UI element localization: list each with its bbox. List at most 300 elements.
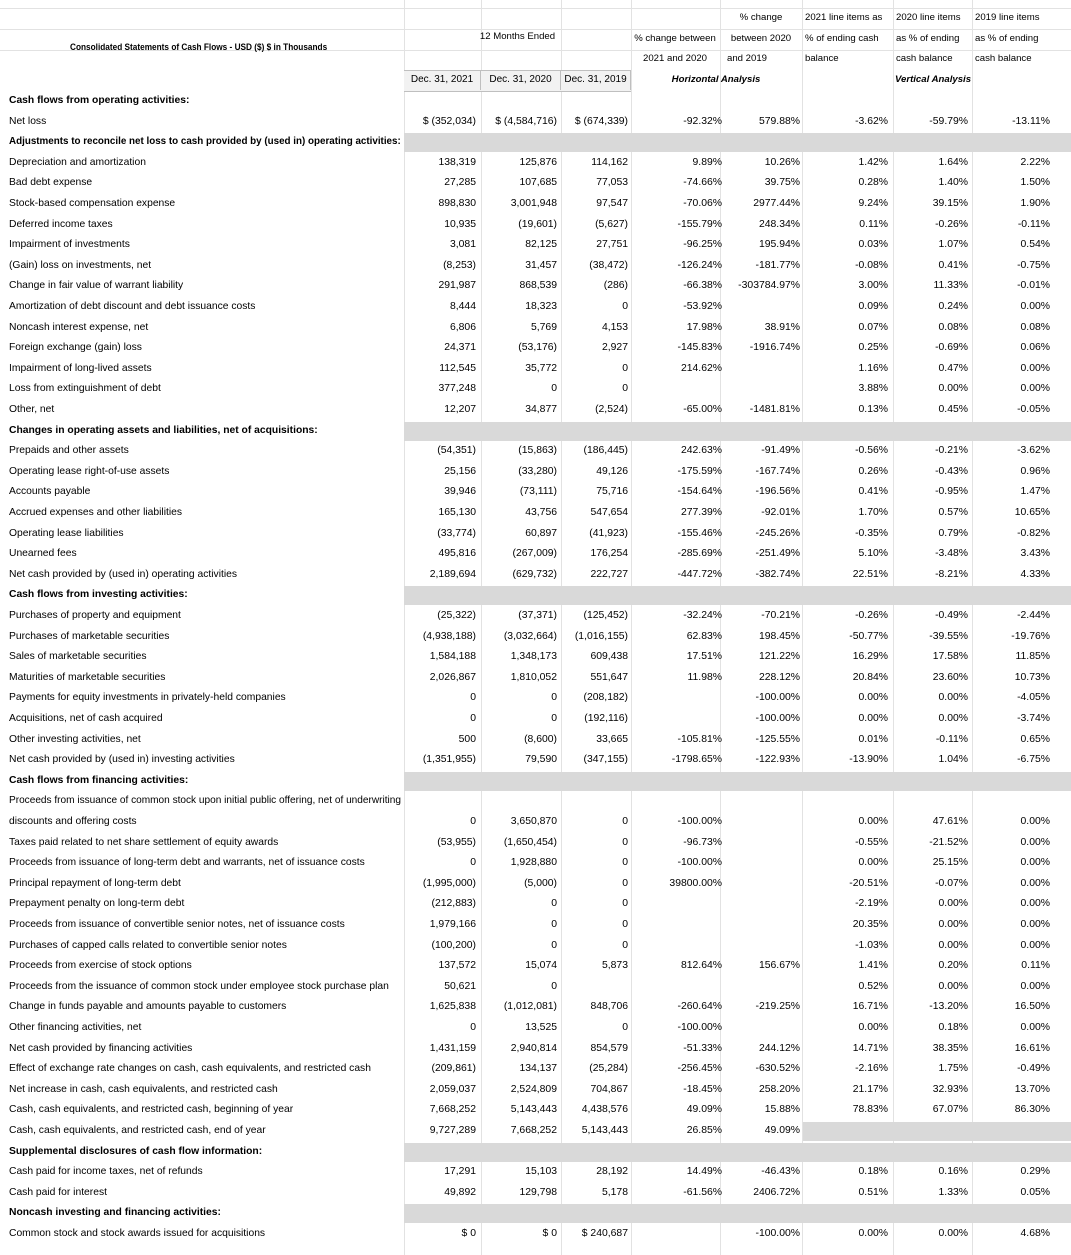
table-row xyxy=(0,173,1071,194)
cell-col-1: 1,625,838 xyxy=(429,1001,476,1013)
cell-col-6: -0.56% xyxy=(855,445,888,457)
cell-col-1: 137,572 xyxy=(438,960,476,972)
cell-col-2: 0 xyxy=(551,919,557,930)
cell-col-8: -0.01% xyxy=(1017,280,1050,292)
cell-col-4: -92.32% xyxy=(683,115,722,127)
cell-col-2: 125,876 xyxy=(519,156,557,168)
row-label: Acquisitions, net of cash acquired xyxy=(9,713,163,724)
table-row xyxy=(0,1039,1071,1060)
cell-col-4: -154.64% xyxy=(677,486,722,498)
cell-col-3: $ 240,687 xyxy=(581,1228,628,1239)
row-label: Impairment of investments xyxy=(9,239,130,251)
cell-col-6: 0.00% xyxy=(858,713,888,724)
table-row xyxy=(0,915,1071,936)
cell-col-6: 1.42% xyxy=(858,156,888,168)
cell-col-7: -0.26% xyxy=(935,218,968,230)
cell-col-2: 0 xyxy=(551,939,557,951)
cell-col-2: 15,103 xyxy=(525,1166,557,1178)
cell-col-2: 0 xyxy=(551,692,557,704)
cell-col-2: (37,371) xyxy=(518,610,557,621)
cell-col-6: 0.01% xyxy=(858,733,888,745)
cell-col-5: -1481.81% xyxy=(749,404,800,415)
cell-col-3: (38,472) xyxy=(589,259,628,271)
row-label: Cash paid for interest xyxy=(9,1186,107,1198)
cell-col-6: 20.35% xyxy=(852,919,888,930)
cell-col-8: 0.06% xyxy=(1020,342,1050,354)
cell-col-5: -245.26% xyxy=(755,527,800,539)
cell-col-5: 248.34% xyxy=(758,218,800,230)
cell-col-8: 0.00% xyxy=(1020,362,1050,374)
cell-col-1: 27,285 xyxy=(444,177,476,189)
cell-col-2: 43,756 xyxy=(525,507,557,518)
cell-col-8: 0.00% xyxy=(1020,383,1050,395)
cell-col-5: 10.26% xyxy=(764,156,800,168)
cell-col-6: -0.35% xyxy=(855,527,888,539)
cell-col-6: -20.51% xyxy=(849,877,888,889)
cell-col-7: 1.75% xyxy=(938,1063,968,1075)
cell-col-6: 21.17% xyxy=(852,1083,888,1095)
cell-col-1: 0 xyxy=(470,1022,476,1033)
cell-col-2: 15,074 xyxy=(525,960,557,972)
cell-col-3: (5,627) xyxy=(595,218,628,230)
row-label: Bad debt expense xyxy=(9,177,93,189)
cell-col-8: 4.68% xyxy=(1020,1228,1050,1239)
cell-col-2: 0 xyxy=(551,898,557,910)
cell-col-3: 0 xyxy=(622,301,628,312)
row-label: Noncash investing and financing activities: xyxy=(9,1207,221,1219)
row-label: Unearned fees xyxy=(9,548,77,560)
section-shading xyxy=(404,772,1071,791)
cell-col-5: -100.00% xyxy=(755,692,800,704)
cell-col-6: 0.41% xyxy=(858,486,888,498)
cell-col-3: 49,126 xyxy=(596,465,628,477)
row-label: Proceeds from issuance of long-term debt and warrants, net of issuance costs xyxy=(9,857,365,869)
cell-col-4: 39800.00% xyxy=(669,877,722,889)
cell-col-6: 3.88% xyxy=(858,383,888,395)
cell-col-5: 258.20% xyxy=(758,1083,800,1095)
cell-col-1: 10,935 xyxy=(444,218,476,230)
cell-col-2: 2,940,814 xyxy=(510,1042,557,1054)
cell-col-8: 0.08% xyxy=(1020,321,1050,333)
cell-col-8: 0.05% xyxy=(1020,1186,1050,1198)
cell-col-1: (1,351,955) xyxy=(422,754,476,766)
h-2019-items-line1: 2019 line items xyxy=(975,12,1040,23)
table-row xyxy=(0,215,1071,236)
cell-col-4: 277.39% xyxy=(680,507,722,518)
cell-col-5: -1916.74% xyxy=(749,342,800,354)
cell-col-5: 2977.44% xyxy=(753,198,800,209)
cell-col-7: 39.15% xyxy=(932,198,968,209)
cell-col-5: -125.55% xyxy=(755,733,800,745)
cell-col-7: 0.20% xyxy=(938,960,968,972)
cell-col-1: 898,830 xyxy=(438,198,476,209)
cell-col-2: 868,539 xyxy=(519,280,557,292)
cell-col-6: 0.07% xyxy=(858,321,888,333)
cell-col-4: 49.09% xyxy=(686,1104,722,1116)
cell-col-4: 11.98% xyxy=(687,671,722,683)
cell-col-4: -18.45% xyxy=(683,1083,722,1095)
cell-col-3: 0 xyxy=(622,898,628,910)
cell-col-3: $ (674,339) xyxy=(574,115,628,127)
cell-col-2: (33,280) xyxy=(518,465,557,477)
cell-col-8: 0.65% xyxy=(1020,733,1050,745)
cell-col-6: 0.18% xyxy=(858,1166,888,1178)
row-label: Other, net xyxy=(9,404,55,415)
table-row xyxy=(0,709,1071,730)
cell-col-7: 0.00% xyxy=(938,919,968,930)
cell-col-4: -155.46% xyxy=(677,527,722,539)
cell-col-1: 2,059,037 xyxy=(429,1083,476,1095)
table-row xyxy=(0,462,1071,483)
cell-col-4: 17.98% xyxy=(686,321,722,333)
cell-col-6: 0.00% xyxy=(858,1022,888,1033)
cell-col-4: -447.72% xyxy=(677,568,722,580)
row-label: Effect of exchange rate changes on cash, cash equivalents, and restricted cash xyxy=(9,1063,371,1075)
cell-col-5: 2406.72% xyxy=(753,1186,800,1198)
cell-col-7: 0.00% xyxy=(938,980,968,992)
cell-col-8: 1.90% xyxy=(1020,198,1050,209)
cell-col-2: 18,323 xyxy=(525,301,557,312)
h-2020-items-line1: 2020 line items xyxy=(896,12,961,23)
horizontal-analysis-label: Horizontal Analysis xyxy=(671,74,761,85)
cell-col-6: 1.70% xyxy=(858,507,888,518)
cell-col-8: 1.47% xyxy=(1020,486,1050,498)
cell-col-1: (4,938,188) xyxy=(422,630,476,642)
h-change-2020-line3: and 2019 xyxy=(727,53,768,64)
section-shading xyxy=(404,422,1071,441)
table-row xyxy=(0,977,1071,998)
table-row xyxy=(0,647,1071,668)
date-2021: Dec. 31, 2021 xyxy=(404,70,481,90)
cell-col-8: 16.61% xyxy=(1014,1042,1050,1054)
cell-col-3: 4,153 xyxy=(601,321,628,333)
cell-col-7: 0.57% xyxy=(938,507,968,518)
cell-col-1: 291,987 xyxy=(438,280,476,292)
table-row xyxy=(0,441,1071,462)
cell-col-2: 13,525 xyxy=(525,1022,557,1033)
cell-col-7: 25.15% xyxy=(932,857,968,869)
cell-col-7: 0.18% xyxy=(938,1022,968,1033)
cell-col-7: 11.33% xyxy=(933,280,968,292)
row-label: Cash paid for income taxes, net of refunds xyxy=(9,1166,203,1178)
h-2021-items-line1: 2021 line items as xyxy=(805,12,883,23)
cell-col-6: 78.83% xyxy=(852,1104,888,1116)
cell-col-1: 2,026,867 xyxy=(429,671,476,683)
cell-col-2: 107,685 xyxy=(519,177,557,189)
cell-col-7: 0.41% xyxy=(938,259,968,271)
cell-col-5: 39.75% xyxy=(764,177,800,189)
cell-col-1: 1,584,188 xyxy=(429,651,476,663)
cell-col-3: 0 xyxy=(622,877,628,889)
cell-col-8: 10.65% xyxy=(1014,507,1050,518)
cell-col-7: -0.43% xyxy=(935,465,968,477)
vertical-analysis-label: Vertical Analysis xyxy=(894,74,972,85)
cell-col-6: 0.11% xyxy=(859,218,888,230)
cell-col-6: 0.51% xyxy=(858,1186,888,1198)
cell-col-2: $ (4,584,716) xyxy=(495,115,557,127)
row-label: Other investing activities, net xyxy=(9,733,141,745)
cell-col-6: 0.00% xyxy=(858,1228,888,1239)
row-label: Net cash provided by financing activities xyxy=(9,1042,193,1054)
cell-col-7: 47.61% xyxy=(932,816,968,827)
cell-col-4: -61.56% xyxy=(683,1186,722,1198)
cell-col-6: -0.08% xyxy=(855,259,888,271)
cell-col-8: 0.96% xyxy=(1020,465,1050,477)
cell-col-3: 0 xyxy=(622,919,628,930)
row-label: Proceeds from exercise of stock options xyxy=(9,960,192,972)
cell-col-3: 5,178 xyxy=(601,1186,628,1198)
cell-col-8: -0.11% xyxy=(1017,218,1050,230)
cell-col-2: 0 xyxy=(551,713,557,724)
cell-col-8: 86.30% xyxy=(1014,1104,1050,1116)
cell-col-5: -46.43% xyxy=(761,1166,800,1178)
cell-col-3: (347,155) xyxy=(583,754,628,766)
h-change-2021-line1: % change between xyxy=(634,33,716,44)
table-row xyxy=(0,627,1071,648)
cell-col-3: 5,143,443 xyxy=(581,1125,628,1136)
cell-col-7: 0.00% xyxy=(938,939,968,951)
section-shading xyxy=(404,586,1071,605)
cell-col-1: 49,892 xyxy=(444,1186,476,1198)
cell-col-4: -100.00% xyxy=(677,857,722,869)
cell-col-5: -219.25% xyxy=(755,1001,800,1013)
cell-col-8: 3.43% xyxy=(1020,548,1050,560)
row-label: Proceeds from issuance of convertible senior notes, net of issuance costs xyxy=(9,919,345,930)
cell-col-3: 0 xyxy=(622,362,628,374)
h-2019-items-line3: cash balance xyxy=(975,53,1032,64)
cell-col-6: 0.00% xyxy=(858,692,888,704)
table-row xyxy=(0,1121,1071,1142)
cell-col-1: 9,727,289 xyxy=(429,1125,476,1136)
cell-col-1: 17,291 xyxy=(444,1166,476,1178)
cell-col-8: 0.11% xyxy=(1021,960,1050,972)
statement-title: Consolidated Statements of Cash Flows - USD ($) $ in Thousands xyxy=(70,42,328,53)
row-label: Changes in operating assets and liabilities, net of acquisitions: xyxy=(9,424,318,436)
cell-col-8: 1.50% xyxy=(1020,177,1050,189)
h-2020-items-line2: as % of ending xyxy=(896,33,960,44)
cell-col-3: (286) xyxy=(603,280,628,292)
cell-col-3: 2,927 xyxy=(601,342,628,354)
cell-col-3: 0 xyxy=(622,1022,628,1033)
cell-col-2: (1,012,081) xyxy=(503,1001,557,1013)
cell-col-7: -3.48% xyxy=(935,548,968,560)
cell-col-3: (125,452) xyxy=(583,610,628,621)
cell-col-7: 32.93% xyxy=(932,1083,968,1095)
cell-col-7: -0.07% xyxy=(935,877,968,889)
cell-col-4: -260.64% xyxy=(677,1001,722,1013)
cell-col-2: (5,000) xyxy=(524,877,557,889)
cell-col-1: 25,156 xyxy=(444,465,476,477)
cell-col-7: -0.11% xyxy=(935,733,968,745)
cell-col-8: -3.62% xyxy=(1017,445,1050,457)
cell-col-3: 77,053 xyxy=(596,177,628,189)
cell-col-5: 198.45% xyxy=(758,630,800,642)
row-label: Sales of marketable securities xyxy=(9,651,147,663)
cell-col-5: -196.56% xyxy=(755,486,800,498)
cell-col-7: -8.21% xyxy=(935,568,968,580)
table-row xyxy=(0,400,1071,421)
cell-col-1: 1,979,166 xyxy=(429,919,476,930)
cell-col-6: -0.26% xyxy=(855,610,888,621)
row-label: Proceeds from the issuance of common stock under employee stock purchase plan xyxy=(9,980,389,992)
cell-col-1: 39,946 xyxy=(444,486,476,498)
cell-col-6: 0.13% xyxy=(858,404,888,415)
cell-col-7: 0.24% xyxy=(938,301,968,312)
section-header-row xyxy=(0,771,1071,792)
cell-col-4: -256.45% xyxy=(677,1063,722,1075)
cell-col-7: 17.58% xyxy=(932,651,968,663)
cell-col-5: 579.88% xyxy=(758,115,800,127)
cell-col-7: -0.21% xyxy=(935,445,968,457)
table-row xyxy=(0,853,1071,874)
row-label: Common stock and stock awards issued for acquisitions xyxy=(9,1228,266,1239)
table-row xyxy=(0,894,1071,915)
table-row xyxy=(0,1183,1071,1204)
cell-col-8: -3.74% xyxy=(1017,713,1050,724)
row-label: Payments for equity investments in privately-held companies xyxy=(9,692,286,704)
row-label: discounts and offering costs xyxy=(9,816,137,827)
cell-col-8: -2.44% xyxy=(1017,610,1050,621)
cell-col-4: -65.00% xyxy=(683,404,722,415)
cell-col-7: 1.07% xyxy=(938,239,968,251)
cell-col-1: 50,621 xyxy=(444,980,476,992)
cell-col-3: (186,445) xyxy=(583,445,628,457)
cell-col-5: 156.67% xyxy=(758,960,800,972)
table-row xyxy=(0,297,1071,318)
table-row xyxy=(0,544,1071,565)
cell-col-3: (41,923) xyxy=(589,527,628,539)
row-label: Change in funds payable and amounts payable to customers xyxy=(9,1001,287,1013)
cell-col-7: 67.07% xyxy=(932,1104,968,1116)
cell-col-1: 138,319 xyxy=(438,156,476,168)
cell-col-6: 5.10% xyxy=(858,548,888,560)
row-label: Purchases of marketable securities xyxy=(9,630,170,642)
cell-col-2: 1,928,880 xyxy=(510,857,557,869)
table-row xyxy=(0,1224,1071,1245)
table-row xyxy=(0,1100,1071,1121)
cell-col-2: 5,143,443 xyxy=(510,1104,557,1116)
cell-col-4: -145.83% xyxy=(677,342,722,354)
row-label: Amortization of debt discount and debt issuance costs xyxy=(9,301,256,312)
cell-col-4: -100.00% xyxy=(677,1022,722,1033)
cell-col-5: -630.52% xyxy=(755,1063,800,1075)
row-label: Adjustments to reconcile net loss to cash provided by (used in) operating activities: xyxy=(9,136,401,148)
row-label: Cash flows from financing activities: xyxy=(9,774,189,786)
row-label: Accounts payable xyxy=(9,486,91,498)
cell-col-8: 0.00% xyxy=(1020,898,1050,910)
row-label: Foreign exchange (gain) loss xyxy=(9,342,142,354)
cell-col-2: 31,457 xyxy=(525,259,557,271)
cell-col-4: 14.49% xyxy=(686,1166,722,1178)
row-label: Net cash provided by (used in) investing activities xyxy=(9,754,235,766)
cell-col-6: 3.00% xyxy=(858,280,888,292)
cell-col-5: 38.91% xyxy=(764,321,800,333)
row-label: Cash flows from investing activities: xyxy=(9,589,188,601)
cell-col-3: 114,162 xyxy=(591,156,628,168)
cell-col-3: 222,727 xyxy=(590,568,628,580)
cell-col-2: (3,032,664) xyxy=(503,630,557,642)
cell-col-3: 97,547 xyxy=(596,198,628,209)
cell-col-7: -0.95% xyxy=(935,486,968,498)
h-change-2020-line1: % change xyxy=(739,12,783,23)
cell-col-3: 551,647 xyxy=(590,671,628,683)
row-label: Proceeds from issuance of common stock upon initial public offering, net of underwriting xyxy=(9,795,401,807)
cell-col-8: 16.50% xyxy=(1014,1001,1050,1013)
cell-col-5: -167.74% xyxy=(755,465,800,477)
cell-col-5: 228.12% xyxy=(758,671,800,683)
cell-col-4: -126.24% xyxy=(677,259,722,271)
row-label: Taxes paid related to net share settlement of equity awards xyxy=(9,836,279,848)
cell-col-2: (629,732) xyxy=(512,568,557,580)
table-row xyxy=(0,668,1071,689)
table-row xyxy=(0,956,1071,977)
cell-col-5: 244.12% xyxy=(758,1042,800,1054)
row-label: Accrued expenses and other liabilities xyxy=(9,507,183,518)
cell-col-4: 62.83% xyxy=(686,630,722,642)
cell-col-6: 0.09% xyxy=(858,301,888,312)
table-row xyxy=(0,730,1071,751)
cell-col-1: $ 0 xyxy=(461,1228,476,1239)
cell-col-3: 0 xyxy=(622,836,628,848)
cell-col-7: -0.69% xyxy=(935,342,968,354)
cell-col-5: -92.01% xyxy=(761,507,800,518)
row-label: Net cash provided by (used in) operating activities xyxy=(9,568,238,580)
cell-col-8: 13.70% xyxy=(1014,1083,1050,1095)
table-row xyxy=(0,688,1071,709)
table-row xyxy=(0,482,1071,503)
cell-col-6: 22.51% xyxy=(852,568,888,580)
cell-col-4: -155.79% xyxy=(677,218,722,230)
cell-col-2: 35,772 xyxy=(525,362,557,374)
cell-col-2: 129,798 xyxy=(519,1186,557,1198)
cell-col-4: -1798.65% xyxy=(671,754,722,766)
cell-col-4: 17.51% xyxy=(686,651,722,663)
cell-col-6: -2.16% xyxy=(855,1063,888,1075)
table-row xyxy=(0,276,1071,297)
row-label: Cash flows from operating activities: xyxy=(9,95,190,106)
cell-col-2: (53,176) xyxy=(518,342,557,354)
table-row xyxy=(0,833,1071,854)
cell-col-6: 0.26% xyxy=(858,465,888,477)
cell-col-1: 112,545 xyxy=(439,362,476,374)
cell-col-6: 0.28% xyxy=(858,177,888,189)
cell-col-1: (8,253) xyxy=(443,259,476,271)
cell-col-3: 28,192 xyxy=(596,1166,628,1178)
cell-col-1: 2,189,694 xyxy=(429,568,476,580)
cell-col-3: (192,116) xyxy=(584,713,628,724)
cell-col-3: 854,579 xyxy=(590,1042,628,1054)
section-header-row xyxy=(0,132,1071,153)
cell-col-7: -21.52% xyxy=(929,836,968,848)
table-row xyxy=(0,1018,1071,1039)
h-2021-items-line3: balance xyxy=(805,53,839,64)
cell-col-6: 0.00% xyxy=(858,857,888,869)
cell-col-6: 20.84% xyxy=(852,671,888,683)
cell-col-4: -96.25% xyxy=(683,239,722,251)
cell-col-6: -3.62% xyxy=(855,115,888,127)
cell-col-4: -70.06% xyxy=(683,198,722,209)
cell-col-7: 0.08% xyxy=(938,321,968,333)
table-row xyxy=(0,379,1071,400)
row-label: Cash, cash equivalents, and restricted cash, beginning of year xyxy=(9,1104,294,1116)
cell-col-1: (53,955) xyxy=(437,836,476,848)
cell-col-3: 4,438,576 xyxy=(581,1104,628,1116)
cell-col-5: -100.00% xyxy=(755,1228,800,1239)
cell-col-2: 60,897 xyxy=(525,527,557,539)
cell-col-8: 0.00% xyxy=(1020,1022,1050,1033)
row-label: Supplemental disclosures of cash flow information: xyxy=(9,1145,263,1157)
cell-col-7: -39.55% xyxy=(929,630,968,642)
